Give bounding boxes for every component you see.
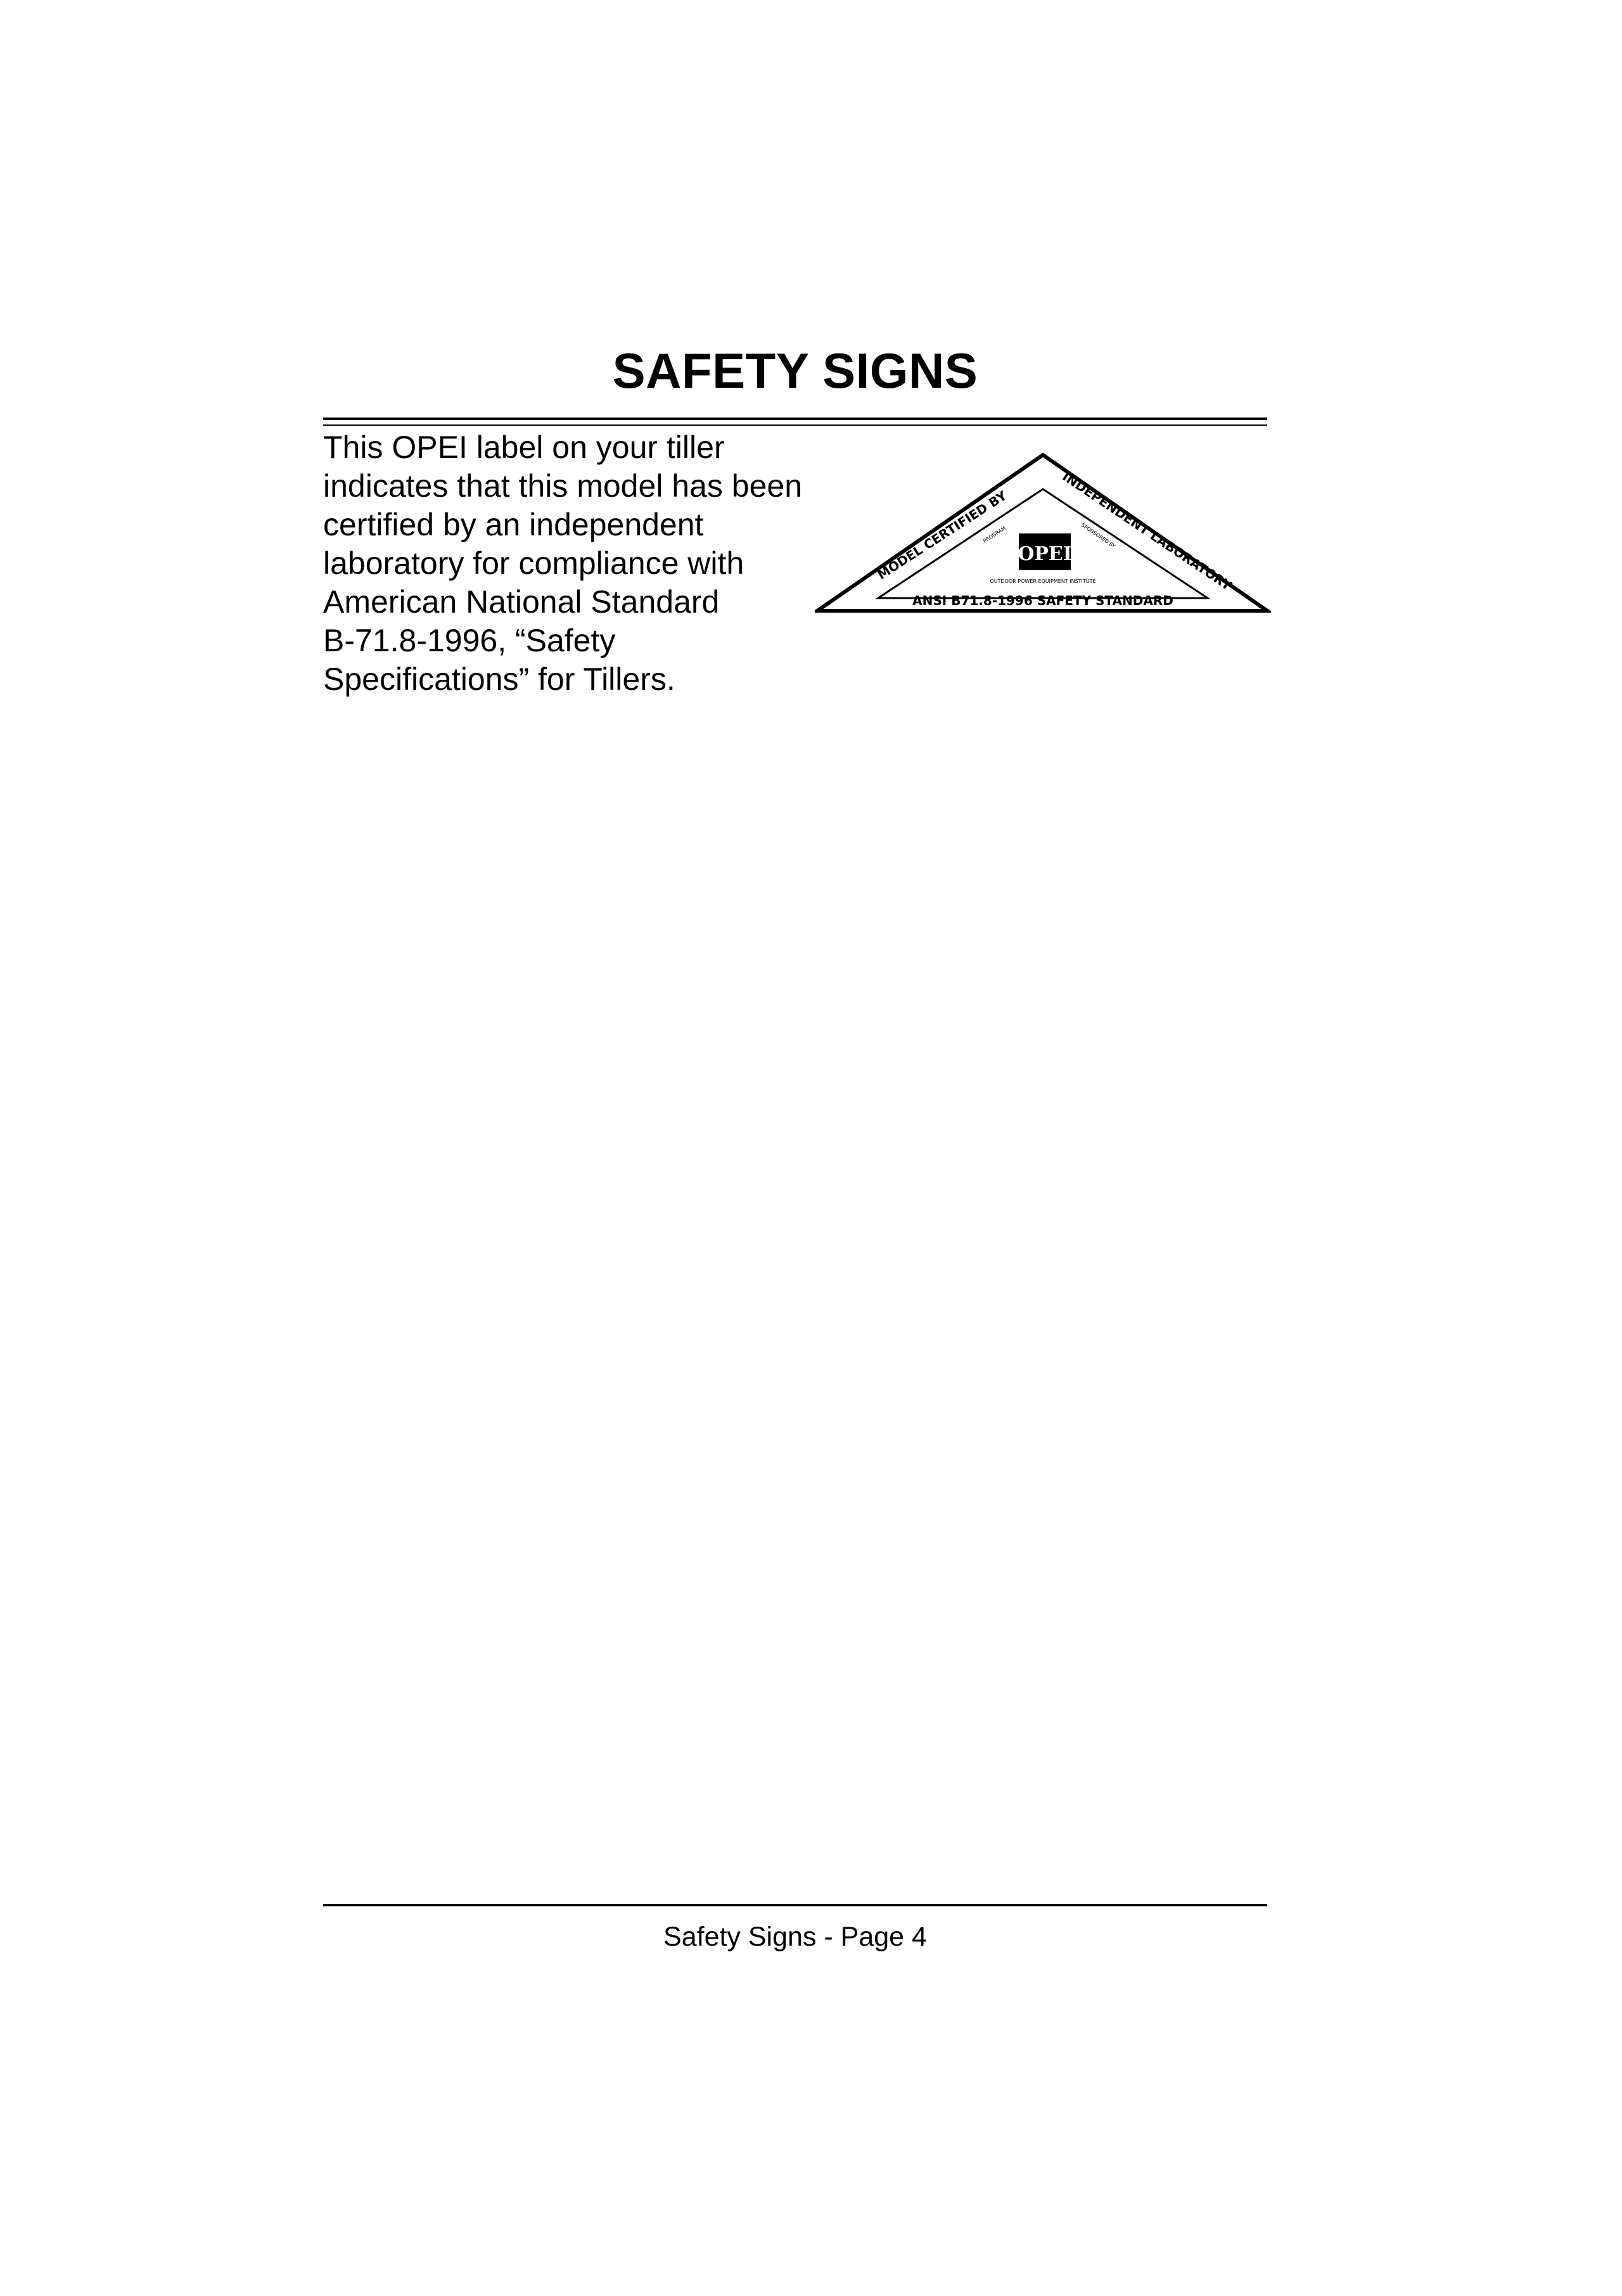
title-rule-thick bbox=[323, 418, 1267, 420]
body-line: certified by an independent bbox=[323, 507, 704, 542]
label-sponsored-text: SPONSORED BY bbox=[1080, 522, 1116, 549]
body-line: laboratory for compliance with bbox=[323, 545, 744, 581]
body-line: Specifications” for Tillers. bbox=[323, 661, 675, 697]
label-right-text: INDEPENDENT LABORATORY bbox=[1059, 468, 1235, 594]
opei-logo bbox=[1018, 533, 1072, 570]
opei-logo-text: OPEI bbox=[1018, 543, 1072, 565]
label-standard-text: ANSI B71.8-1996 SAFETY STANDARD bbox=[912, 593, 1173, 608]
label-left-text: MODEL CERTIFIED BY bbox=[874, 487, 1010, 583]
label-institute-text: OUTDOOR POWER EQUIPMENT INSTITUTE bbox=[990, 578, 1096, 584]
page-title: SAFETY SIGNS bbox=[612, 343, 978, 399]
footer-rule bbox=[323, 1904, 1267, 1906]
label-program-text: PROGRAM bbox=[982, 525, 1007, 544]
label-outer-triangle bbox=[817, 455, 1267, 611]
body-line: American National Standard bbox=[323, 584, 720, 620]
body-line: This OPEI label on your tiller bbox=[323, 430, 725, 465]
body-line: B-71.8-1996, “Safety bbox=[323, 623, 616, 658]
title-rule-thin bbox=[323, 424, 1267, 426]
body-paragraph bbox=[323, 428, 805, 699]
body-line: indicates that this model has been bbox=[323, 468, 803, 504]
opei-certification-label bbox=[815, 451, 1271, 616]
footer-page-label: Safety Signs - Page 4 bbox=[663, 1922, 927, 1952]
